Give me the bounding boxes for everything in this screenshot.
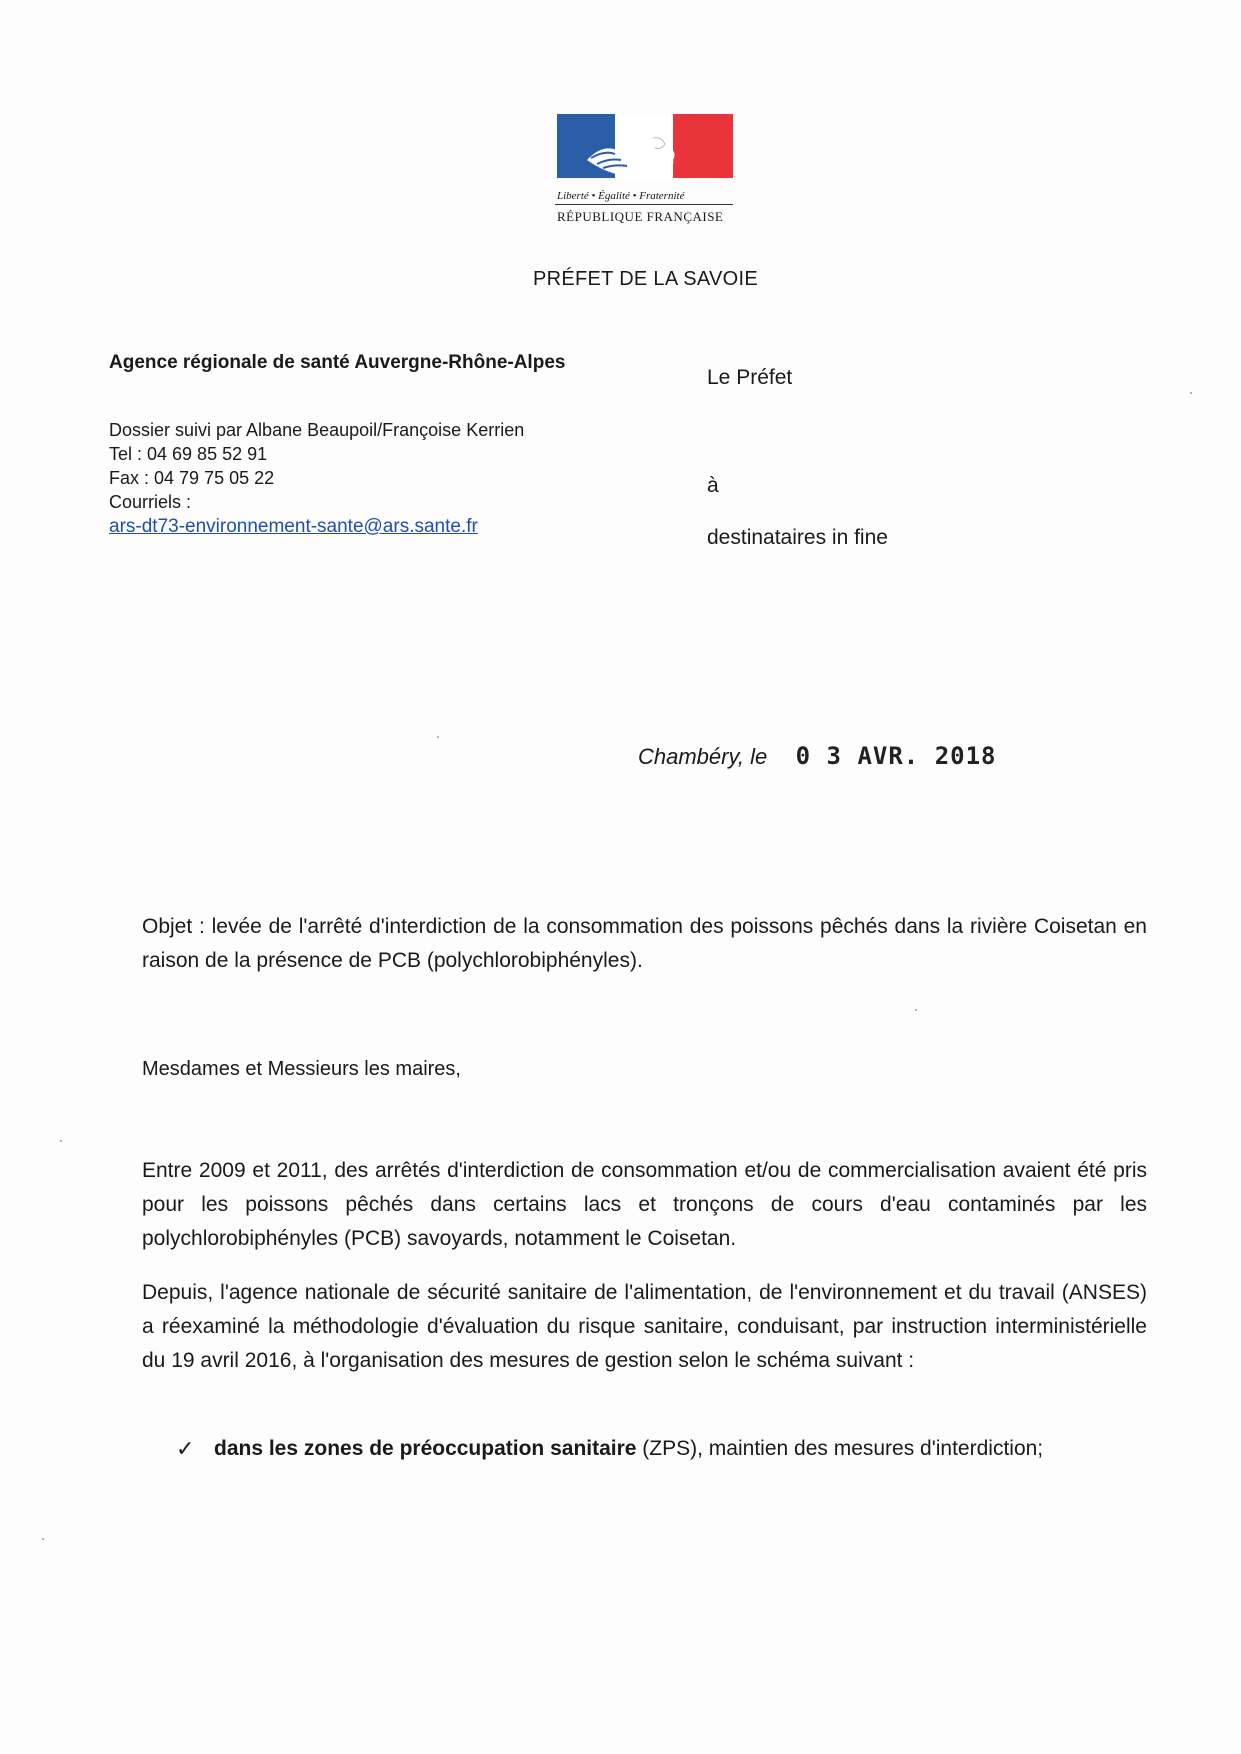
scan-speck — [42, 1538, 44, 1540]
objet-block — [142, 910, 1147, 978]
email-link[interactable]: ars-dt73-environnement-sante@ars.sante.fr — [109, 516, 478, 537]
agency-name: Agence régionale de santé Auvergne-Rhône-Alpes — [109, 352, 566, 373]
contact-details — [109, 418, 669, 539]
paragraph-2: Depuis, l'agence nationale de sécurité sanitaire de l'alimentation, de l'environnement et du travail (ANSES) a réexaminé la méthodologie d'évaluation du risque sanitaire, conduisant, par instruction interministérielle du 19 avril 2016, à l'organisation des mesures de gestion selon le schéma suivant : — [142, 1281, 1147, 1372]
dossier-line: Dossier suivi par Albane Beaupoil/Françoise Kerrien — [109, 420, 525, 440]
scan-speck — [437, 736, 439, 738]
scan-speck — [60, 1140, 62, 1142]
list-item-rest: (ZPS), maintien des mesures d'interdiction; — [636, 1437, 1044, 1460]
scan-speck — [915, 1009, 917, 1011]
recipient-preposition: à — [707, 474, 719, 497]
list-item-text — [214, 1430, 1147, 1468]
recipient-name: destinataires in fine — [707, 526, 888, 549]
sender-title: Le Préfet — [707, 366, 793, 389]
courriels-label: Courriels : — [109, 492, 192, 512]
paragraph-1: Entre 2009 et 2011, des arrêtés d'interdiction de consommation et/ou de commercialisation avaient été pris pour les poissons pêchés dans certains lacs et tronçons de cours d'eau contaminés par les polychlorobiphényles (PCB) savoyards, notamment le Coisetan. — [142, 1159, 1147, 1250]
objet-text: Objet : levée de l'arrêté d'interdiction de la consommation des poissons pêchés dans la rivière Coisetan en raison de la présence de PCB (polychlorobiphényles). — [142, 915, 1147, 972]
date-line — [638, 742, 997, 770]
date-place: Chambéry, le — [638, 744, 768, 769]
date-stamp: 0 3 AVR. 2018 — [795, 742, 997, 770]
fax-line: Fax : 04 79 75 05 22 — [109, 468, 275, 488]
republique-francaise-logo — [555, 114, 735, 225]
list-item — [176, 1430, 1147, 1468]
list-item-bold: dans les zones de préoccupation sanitaire — [214, 1437, 637, 1460]
sender-block — [109, 352, 669, 539]
logo-republic-name: RÉPUBLIQUE FRANÇAISE — [557, 209, 724, 224]
checkmark-icon: ✓ — [176, 1436, 195, 1461]
scan-speck — [1190, 392, 1192, 394]
logo-motto: Liberté • Égalité • Fraternité — [555, 190, 733, 205]
salutation: Mesdames et Messieurs les maires, — [142, 1058, 461, 1080]
marianne-flag-icon — [557, 114, 733, 178]
prefecture-title: PRÉFET DE LA SAVOIE — [533, 268, 759, 290]
tel-line: Tel : 04 69 85 52 91 — [109, 444, 268, 464]
